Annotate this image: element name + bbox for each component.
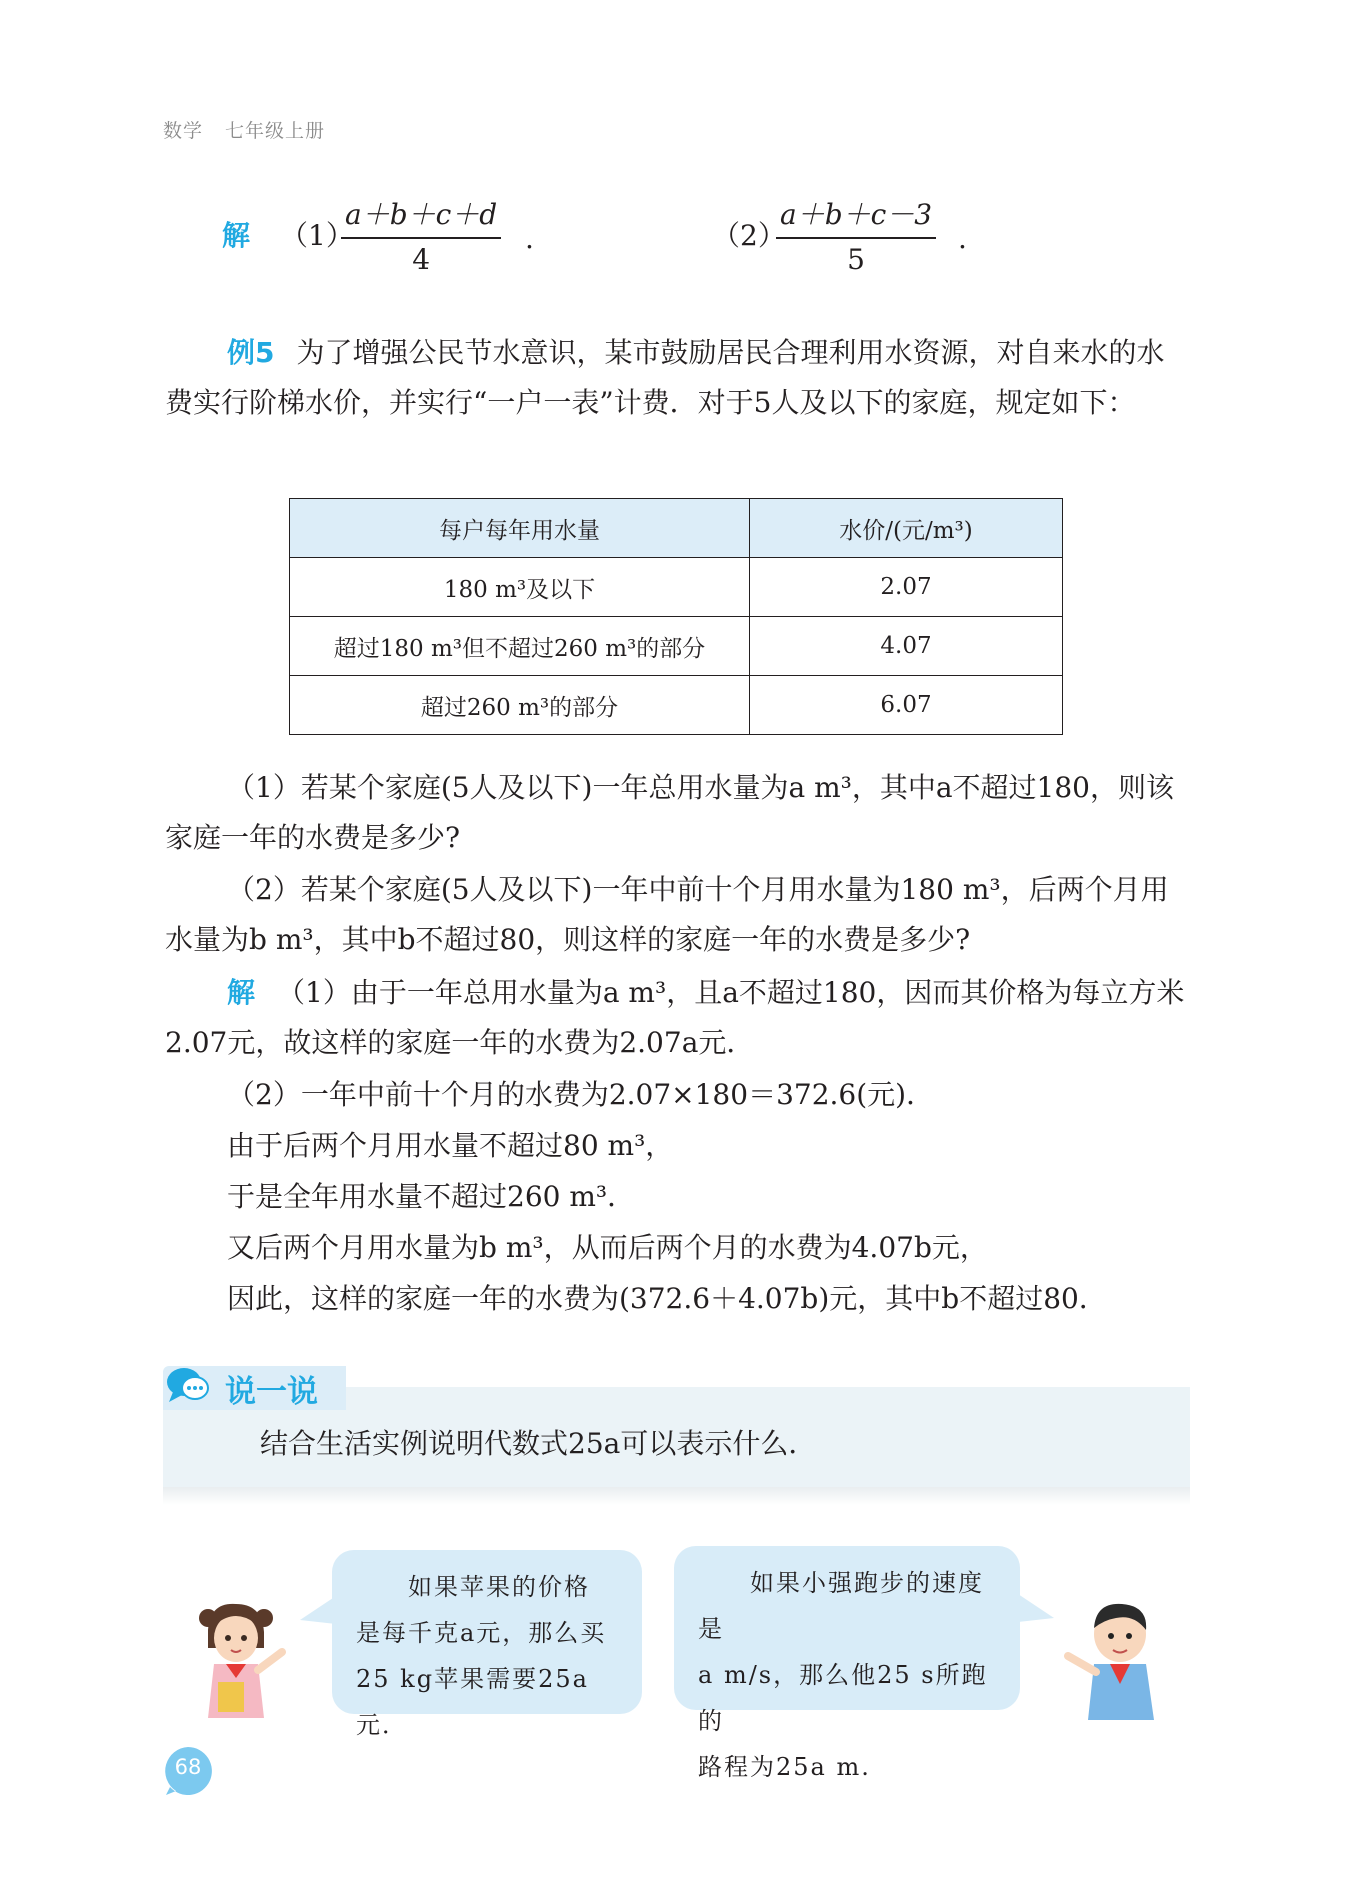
girl-bubble-tail bbox=[300, 1590, 336, 1630]
fraction-1-period: . bbox=[525, 222, 534, 255]
say-it-text: 结合生活实例说明代数式25a可以表示什么． bbox=[260, 1427, 817, 1460]
question-1: （1）若某个家庭(5人及以下)一年总用水量为a m³，其中a不超过180，则该家庭一年的水费是多少? bbox=[165, 771, 1174, 854]
table-cell-price: 2.07 bbox=[750, 558, 1063, 617]
say-it-shadow bbox=[163, 1487, 1190, 1505]
girl-speech-bubble bbox=[332, 1550, 642, 1739]
table-header-row bbox=[290, 499, 1063, 558]
boy-speech-bubble bbox=[674, 1546, 1020, 1781]
girl-illustration-icon bbox=[188, 1600, 298, 1720]
boy-bubble-line: 路程为25a m. bbox=[698, 1753, 871, 1781]
table-row bbox=[290, 617, 1063, 676]
boy-bubble-tail bbox=[1018, 1588, 1054, 1628]
water-price-table bbox=[289, 498, 1063, 735]
page-number: 68 bbox=[174, 1755, 202, 1779]
table-cell-usage: 超过260 m³的部分 bbox=[290, 676, 750, 735]
speech-bubble-icon bbox=[165, 1365, 211, 1405]
table-cell-price: 6.07 bbox=[750, 676, 1063, 735]
fraction-2 bbox=[776, 193, 936, 276]
table-header-price: 水价/(元/m³) bbox=[750, 499, 1063, 558]
fraction-1-denominator: 4 bbox=[412, 243, 431, 276]
question-2: （2）若某个家庭(5人及以下)一年中前十个月用水量为180 m³，后两个月用水量为b m³，其中b不超过80，则这样的家庭一年的水费是多少? bbox=[165, 873, 1169, 956]
say-it-title: 说一说 bbox=[225, 1374, 318, 1410]
table-header-usage: 每户每年用水量 bbox=[290, 499, 750, 558]
fraction-1-numerator: a＋b＋c＋d bbox=[345, 198, 498, 231]
table-row bbox=[290, 558, 1063, 617]
solution-2-line: 又后两个月用水量为b m³，从而后两个月的水费为4.07b元， bbox=[227, 1231, 988, 1264]
girl-bubble-line: 25 kg苹果需要25a元． bbox=[356, 1665, 589, 1739]
boy-illustration-icon bbox=[1060, 1598, 1175, 1720]
running-header bbox=[163, 116, 325, 143]
example-5-label: 例5 bbox=[227, 336, 275, 369]
table-cell-price: 4.07 bbox=[750, 617, 1063, 676]
fraction-2-denominator: 5 bbox=[847, 243, 865, 276]
fraction-2-numerator: a＋b＋c－3 bbox=[780, 198, 933, 231]
fraction-1 bbox=[341, 193, 501, 276]
solution-2-line: 于是全年用水量不超过260 m³． bbox=[227, 1180, 636, 1213]
solution-2-part-1 bbox=[165, 968, 1190, 1068]
example-5-intro bbox=[165, 328, 1190, 428]
solution-label: 解 bbox=[222, 219, 251, 252]
solution-2-line: 因此，这样的家庭一年的水费为(372.6＋4.07b)元，其中b不超过80． bbox=[227, 1282, 1107, 1315]
header-subject: 数学 bbox=[163, 120, 204, 142]
boy-bubble-line: a m/s，那么他25 s所跑的 bbox=[698, 1661, 988, 1735]
boy-bubble-line: 如果小强跑步的速度是 bbox=[698, 1569, 984, 1643]
part1-marker: （1） bbox=[280, 219, 354, 252]
solution-2-line: （2）一年中前十个月的水费为2.07×180＝372.6(元)． bbox=[227, 1078, 935, 1111]
solution-2-label: 解 bbox=[227, 976, 256, 1009]
solution-2-part-1-text: （1）由于一年总用水量为a m³，且a不超过180，因而其价格为每立方米2.07元，故这样的家庭一年的水费为2.07a元． bbox=[165, 976, 1185, 1059]
fraction-2-period: . bbox=[958, 222, 967, 255]
table-cell-usage: 超过180 m³但不超过260 m³的部分 bbox=[290, 617, 750, 676]
example-5-text: 为了增强公民节水意识，某市鼓励居民合理利用水资源，对自来水的水费实行阶梯水价，并实行“一户一表”计费．对于5人及以下的家庭，规定如下： bbox=[165, 336, 1165, 419]
table-cell-usage: 180 m³及以下 bbox=[290, 558, 750, 617]
table-row bbox=[290, 676, 1063, 735]
header-book: 七年级上册 bbox=[225, 120, 326, 142]
girl-bubble-line: 如果苹果的价格 bbox=[408, 1573, 590, 1601]
girl-bubble-line: 是每千克a元，那么买 bbox=[356, 1619, 607, 1647]
solution-2-line: 由于后两个月用水量不超过80 m³， bbox=[227, 1129, 674, 1162]
part2-marker: （2） bbox=[712, 219, 786, 252]
